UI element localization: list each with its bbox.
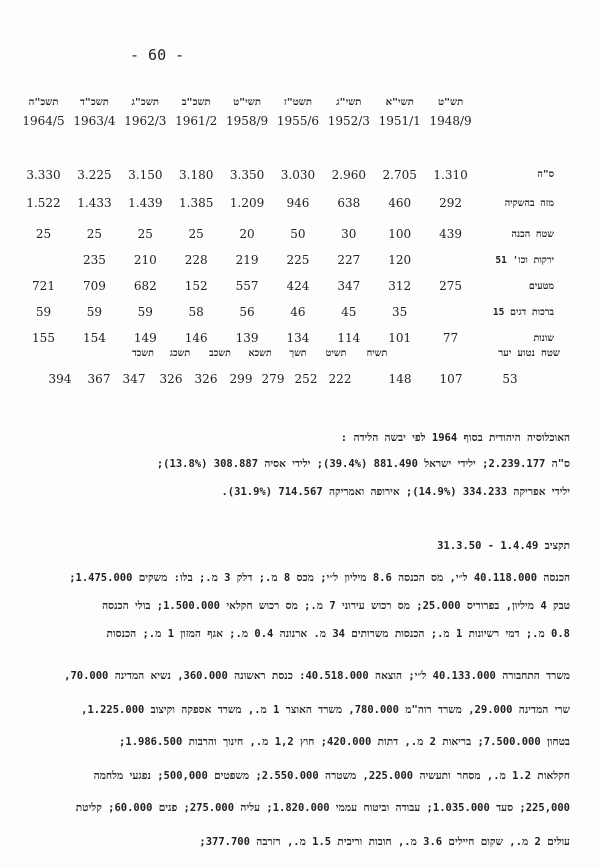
table-row: [18, 164, 558, 185]
table-cell: 58: [188, 305, 204, 319]
table-cell: 3.180: [179, 167, 214, 182]
table-cell: 25: [35, 227, 52, 241]
table-cell: 1.522: [26, 196, 61, 210]
table-cell: 53: [502, 372, 518, 386]
table-cell: 46: [290, 305, 306, 319]
table-cell: [425, 247, 476, 273]
column-header: תש"ט: [437, 97, 464, 108]
table-cell: 1.433: [77, 196, 112, 210]
column-header: תשכ"ה: [28, 97, 59, 108]
table-cell: 460: [388, 196, 412, 210]
year-row: [18, 108, 558, 142]
table-cell: 59: [137, 305, 153, 319]
year-cell: 1963/4: [73, 114, 116, 128]
budget-line: חקלאות 1.2 מ., מסחר ותעשיה 225.000, משטרה 2.550.000; משפטים 500,000; נפגעי מלחמה: [93, 770, 570, 782]
table-cell: 227: [337, 253, 361, 267]
column-header: תשכ"ג: [131, 97, 159, 108]
table-cell: 155: [32, 331, 55, 345]
table-cell: 228: [184, 253, 208, 267]
table-cell: 152: [184, 279, 208, 293]
column-header: תשכ"ד: [79, 97, 109, 108]
population-heading: האוכלוסיה היהודית בסוף 1964 לפי יבשה הלידה :: [340, 432, 570, 444]
budget-line: טבק 4 מיליון, בפרוריס 25.000; מס רכוש עירוני 7 מ.; מס רכוש חקלאי 1.500.000; בולי הכנסה: [102, 600, 570, 612]
table-cell: 3.225: [77, 167, 112, 182]
year-cell: 1962/3: [124, 114, 167, 128]
page-number: - 60 -: [130, 46, 185, 64]
table-row: [18, 299, 558, 325]
column-header: תשכא: [248, 348, 272, 359]
budget-line: הכנסה 40.118.000 ל״י, מס הכנסה 8.6 מיליון ל״י; מכס 8 מ.; דלק 3 מ.; בלו: משקים 1.475.000;: [69, 572, 570, 584]
table-cell: 120: [388, 253, 412, 267]
year-cell: 1952/3: [327, 114, 370, 128]
table-cell: 149: [133, 331, 157, 345]
year-cell: 1955/6: [276, 114, 320, 128]
table-cell: 154: [82, 331, 106, 345]
table-cell: 424: [286, 279, 310, 293]
table-cell: 45: [341, 305, 357, 319]
table-cell: 107: [439, 372, 463, 386]
table-cell: 114: [337, 331, 361, 345]
table-row: [18, 221, 558, 247]
table-cell: 2.960: [331, 167, 366, 182]
table-cell: 3.350: [229, 167, 265, 182]
column-header: תשי"ט: [233, 97, 261, 108]
year-cell: 1961/2: [175, 114, 218, 128]
table-cell: 222: [328, 372, 352, 386]
column-header: תשי"א: [385, 97, 414, 108]
table-cell: 367: [87, 372, 111, 386]
table-cell: 299: [229, 372, 253, 386]
table-cell: 1.439: [128, 196, 163, 210]
column-header: תשכ"ב: [181, 97, 211, 108]
table-cell: 326: [159, 372, 183, 386]
budget-line: עולים 2 מ., שקום חיילים 3.6 מ., חובות וריבית 1.5 מ., רזרבה 377.700;: [199, 836, 570, 848]
table-cell: 56: [239, 305, 255, 319]
row-label: ברכות דגים 15: [492, 306, 554, 318]
year-cell: 1948/9: [429, 114, 472, 128]
table-cell: 134: [286, 331, 310, 345]
table-cell: 557: [235, 279, 259, 293]
table-row: [18, 273, 558, 299]
table-cell: 252: [294, 372, 318, 386]
table-cell: 638: [337, 196, 361, 210]
table-header-row: [18, 88, 558, 108]
table-cell: 219: [235, 253, 259, 267]
row-label: ירקות וכו' 51: [495, 254, 554, 266]
budget-line: 0.8 מ.; דמי רשיונות 1 מ.; הכנסות משרותים 34 מ. ארנונה 0.4 מ.; אגף המזון 1 מ.; הכנסות: [106, 628, 570, 640]
table-cell: 30: [341, 227, 357, 241]
year-cell: 1964/5: [22, 114, 65, 128]
table-cell: 347: [122, 372, 146, 386]
table-cell: 1.209: [229, 196, 265, 210]
row-label: מזה בהשקיה: [504, 197, 554, 209]
table-cell: 25: [137, 227, 153, 241]
column-header: תשיח: [366, 348, 388, 359]
table-cell: 139: [235, 331, 259, 345]
population-line: ילידי אפריקה 334.233 (14.9%); אירופה ואמריקה 714.567 (31.9%).: [221, 486, 570, 498]
budget-line: בטחון 7.500.000; בריאות 2 מ., דתות 420.000; חוץ 1,2 מ., חינוך והרבות 1.986.500;: [119, 736, 570, 748]
column-header: תשך: [289, 348, 307, 359]
column-header: תשכג: [169, 348, 191, 359]
table-cell: 101: [388, 331, 412, 345]
row-label: מטעים: [528, 280, 554, 292]
table-cell: 100: [388, 227, 412, 241]
table-cell: 439: [439, 227, 463, 241]
year-cell: 1958/9: [225, 114, 269, 128]
table-cell: 312: [388, 279, 412, 293]
table-cell: 225: [286, 253, 310, 267]
table-cell: 682: [133, 279, 157, 293]
table-cell: 3.330: [26, 167, 61, 182]
table-cell: 235: [82, 253, 106, 267]
table-cell: 35: [392, 305, 408, 319]
table-cell: 709: [82, 279, 106, 293]
row-label: שונות: [533, 332, 554, 344]
table-cell: 50: [290, 227, 306, 241]
column-header: תשי"ג: [336, 97, 362, 108]
table-cell: 279: [261, 372, 285, 386]
table-cell: 292: [439, 196, 463, 210]
table-row: [18, 247, 558, 273]
table-cell: [18, 247, 69, 273]
table-cell: 146: [184, 331, 208, 345]
column-header: תשכב: [209, 348, 231, 359]
column-header: תשיט: [325, 348, 347, 359]
agriculture-area-table: [18, 88, 558, 351]
table-cell: 210: [133, 253, 157, 267]
table-cell: 347: [337, 279, 361, 293]
forest-area-label: שטח נטוע יער: [498, 348, 560, 359]
table-cell: 275: [439, 279, 463, 293]
forest-year-headers: [20, 348, 480, 364]
table-cell: 721: [32, 279, 55, 293]
table-row: [18, 185, 558, 221]
table-cell: 394: [48, 372, 72, 386]
year-cell: 1951/1: [378, 114, 421, 128]
table-cell: 326: [194, 372, 218, 386]
row-label: שטח הכנה: [511, 228, 554, 240]
table-cell: 59: [86, 305, 103, 319]
column-header: תשכד: [132, 348, 154, 359]
table-cell: 2.705: [382, 167, 417, 182]
table-cell: 20: [239, 227, 255, 241]
table-cell: 25: [188, 227, 204, 241]
table-cell: 1.385: [179, 196, 214, 210]
table-cell: 3.030: [280, 167, 316, 182]
table-cell: 25: [86, 227, 103, 241]
budget-line: שרי המדינה 29.000, משרד רוה"מ 780.000, משרד האוצר 1 מ., משרד אספקה וקיצוב 1.225.000,: [81, 704, 570, 716]
table-cell: [425, 299, 476, 325]
budget-line: 225,000; סעד 1.035.000; עבודה וביטוח עממי 1.820.000; עליה 275.000; פנים 60.000; קליטת: [75, 802, 570, 814]
table-cell: 1.310: [433, 167, 468, 182]
budget-heading: תקציב 1.4.49 - 31.3.50: [437, 540, 570, 552]
column-header: תשט"ז: [283, 97, 312, 108]
table-cell: 148: [388, 372, 412, 386]
table-cell: 77: [442, 331, 459, 345]
table-cell: 59: [35, 305, 52, 319]
table-cell: 946: [286, 196, 310, 210]
forest-values: [20, 372, 518, 390]
population-line: ס"ה 2.239.177; ילידי ישראל 881.490 (39.4%); ילידי אסיה 308.887 (13.8%);: [156, 458, 570, 470]
table-cell: 3.150: [128, 167, 163, 182]
budget-line: משרד התחבורה 40.133.000 ל״י; הוצאה 40.518.000: כנסת ראשונה 360.000, נשיא המדינה 70.000,: [64, 670, 570, 682]
row-label: ס"ה: [537, 169, 554, 180]
